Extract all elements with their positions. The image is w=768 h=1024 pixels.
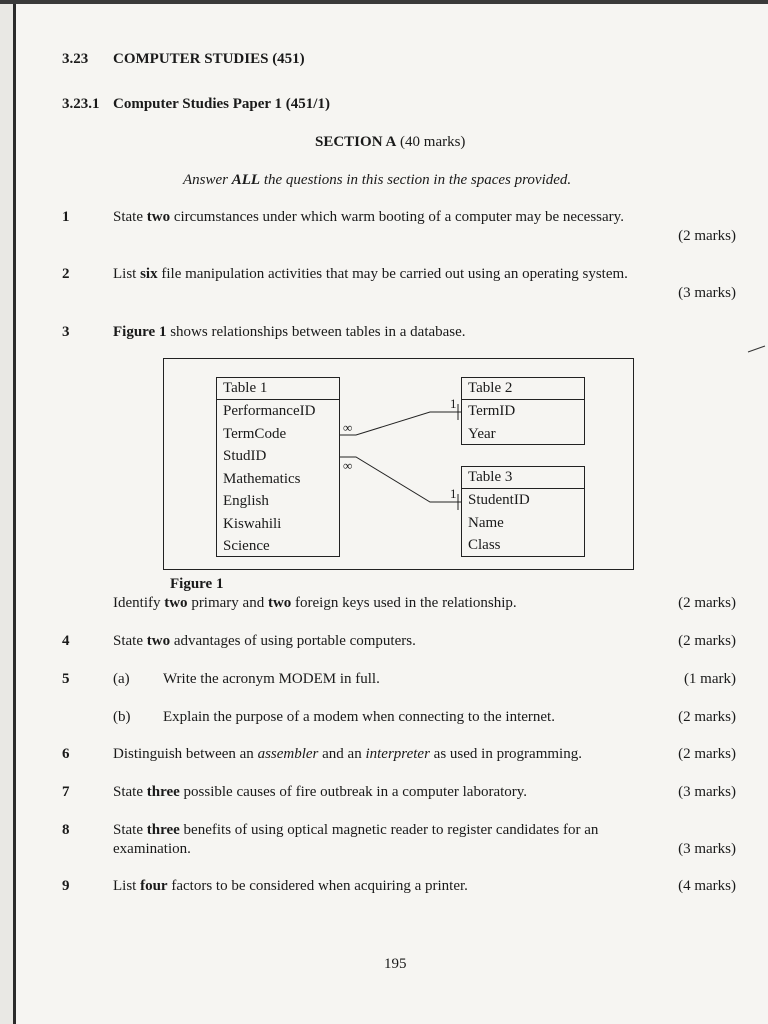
question-text: State three possible causes of fire outbreak in a computer laboratory.: [113, 784, 528, 800]
question-number: 5: [62, 671, 70, 687]
question-text: Figure 1 shows relationships between tables in a database.: [113, 324, 466, 340]
question-marks: (2 marks): [678, 595, 736, 611]
question-number: 8: [62, 822, 70, 838]
question-marks: (2 marks): [678, 228, 736, 244]
question-text-continued: examination.: [113, 841, 191, 857]
subquestion-text: Explain the purpose of a modem when connecting to the internet.: [163, 709, 555, 725]
table-1-title: Table 1: [217, 378, 339, 400]
page-top-edge: [0, 0, 768, 4]
question-marks: (3 marks): [678, 841, 736, 857]
question-number: 6: [62, 746, 70, 762]
table-1-field: Science: [223, 538, 270, 554]
question-marks: (2 marks): [678, 633, 736, 649]
paper-number: 3.23.1: [62, 96, 100, 112]
table-2-title: Table 2: [462, 378, 584, 400]
page-binding-edge: [0, 0, 16, 1024]
table-3-field: Name: [468, 514, 504, 531]
question-marks: (2 marks): [678, 746, 736, 762]
table-3-field: StudentID: [468, 492, 530, 508]
table-3-field: Class: [468, 537, 501, 553]
question-marks: (4 marks): [678, 878, 736, 894]
table-2-box: [461, 377, 585, 445]
section-label: SECTION A: [315, 134, 397, 150]
question-text: List six file manipulation activities that may be carried out using an operating system.: [113, 266, 628, 282]
question-number: 9: [62, 878, 70, 894]
question-number: 1: [62, 209, 70, 225]
table-2-field: Year: [468, 425, 496, 442]
question-number: 7: [62, 784, 70, 800]
page-number: 195: [384, 956, 407, 972]
question-text: List four factors to be considered when acquiring a printer.: [113, 878, 468, 894]
question-text: State two advantages of using portable computers.: [113, 633, 416, 649]
question-marks: (1 mark): [683, 671, 736, 687]
cardinality-one-label: 1: [450, 486, 457, 501]
question-number: 3: [62, 324, 70, 340]
table-3-box: [461, 466, 585, 557]
question-text: State three benefits of using optical magnetic reader to register candidates for an: [113, 822, 599, 838]
question-followup-text: Identify two primary and two foreign keys used in the relationship.: [113, 595, 517, 611]
table-1-field: TermCode: [223, 425, 287, 442]
section-number: 3.23: [62, 51, 89, 67]
section-instruction: Answer ALL the questions in this section in the spaces provided.: [183, 172, 572, 188]
figure-caption: Figure 1: [170, 576, 224, 592]
subquestion-label: (a): [113, 671, 130, 687]
question-number: 4: [62, 633, 70, 649]
table-1-field: Mathematics: [223, 470, 301, 487]
question-marks: (3 marks): [678, 784, 736, 800]
table-3-title: Table 3: [462, 467, 584, 489]
cardinality-many-label: ∞: [343, 420, 353, 435]
question-number: 2: [62, 266, 70, 282]
question-text: Distinguish between an assembler and an interpreter as used in programming.: [113, 746, 582, 762]
question-text: State two circumstances under which warm booting of a computer may be necessary.: [113, 209, 624, 225]
section-heading: [315, 134, 465, 151]
table-1-field: Kiswahili: [223, 515, 282, 532]
cardinality-one-label: 1: [450, 396, 457, 411]
subquestion-label: (b): [113, 709, 131, 725]
section-title: COMPUTER STUDIES (451): [113, 51, 305, 67]
subquestion-text: Write the acronym MODEM in full.: [163, 671, 380, 687]
table-1-field: StudID: [223, 448, 267, 464]
margin-pen-mark: [748, 346, 765, 352]
question-marks: (2 marks): [678, 709, 736, 725]
table-1-box: [216, 377, 340, 557]
table-1-field: English: [223, 493, 269, 509]
table-2-field: TermID: [468, 403, 516, 419]
cardinality-many-label: ∞: [343, 458, 353, 473]
table-1-field: PerformanceID: [223, 403, 316, 419]
section-marks: (40 marks): [400, 134, 466, 150]
paper-title: Computer Studies Paper 1 (451/1): [113, 96, 330, 112]
question-marks: (3 marks): [678, 285, 736, 301]
